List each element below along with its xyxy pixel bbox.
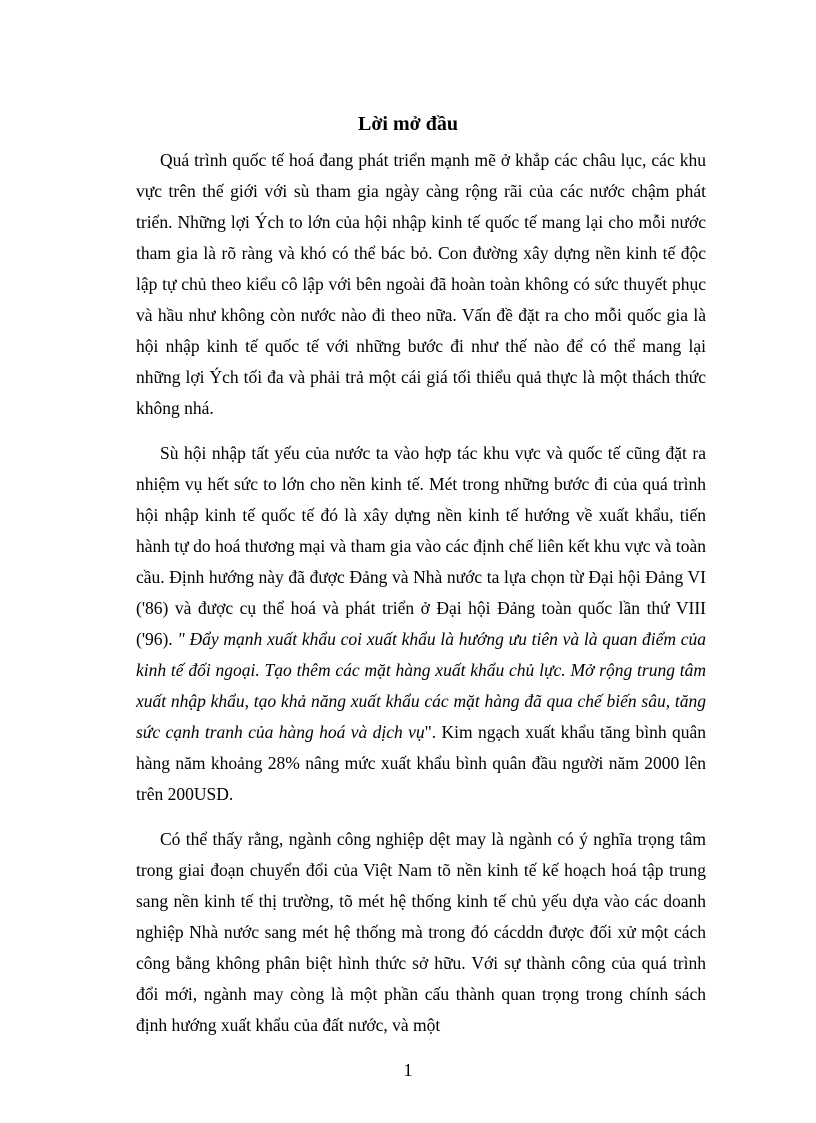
paragraph-integration-tail: ". Kim ngạch xuất khẩu tăng bình quân hàng năm khoảng 28% nâng mức xuất khẩu bình quân đầu người năm 2000 lên trên 200USD. — [136, 722, 706, 804]
paragraph-integration-text: Sù hội nhập tất yếu của nước ta vào hợp tác khu vực và quốc tế cũng đặt ra nhiệm vụ hết sức to lớn cho nền kinh tế. Mét trong những bước đi của quá trình hội nhập kinh tế quốc tế đó là xây dựng nền kinh tế hướng về xuất khẩu, tiến hành tự do hoá thương mại và tham gia vào các định chế liên kết khu vực và toàn cầu. Định hướng này đã được Đảng và Nhà nước ta lựa chọn từ Đại hội Đảng VI ('86) và được cụ thể hoá và phát triển ở Đại hội Đảng toàn quốc lần thứ VIII ('96). — [136, 443, 706, 649]
paragraph-intro: Quá trình quốc tế hoá đang phát triển mạnh mẽ ở khắp các châu lục, các khu vực trên thế giới với sù tham gia ngày càng rộng rãi của các nước chậm phát triển. Những lợi Ých to lớn của hội nhập kinh tế quốc tế mang lại cho mỗi nước tham gia là rõ ràng và khó có thể bác bỏ. Con đường xây dựng nền kinh tế độc lập tự chủ theo kiểu cô lập với bên ngoài đã hoàn toàn không có sức thuyết phục và hầu như không còn nước nào đi theo nữa. Vấn đề đặt ra cho mỗi quốc gia là hội nhập kinh tế quốc tế với những bước đi như thế nào để có thể mang lại những lợi Ých tối đa và phải trả một cái giá tối thiểu quả thực là một thách thức không nhá. — [136, 150, 706, 418]
body-text — [136, 145, 706, 1055]
paragraph-textile: Có thể thấy rằng, ngành công nghiệp dệt may là ngành có ý nghĩa trọng tâm trong giai đoạn chuyển đổi của Việt Nam tõ nền kinh tế kế hoạch hoá tập trung sang nền kinh tế thị trường, tõ mét hệ thống kinh tế chủ yếu dựa vào các doanh nghiệp Nhà nước sang mét hệ thống mà trong đó cácddn được đối xử một cách công bằng không phân biệt hình thức sở hữu. Với sự thành công của quá trình đổi mới, ngành may còng là một phần cấu thành quan trọng trong chính sách định hướng xuất khẩu của đất nước, và một — [136, 829, 706, 1035]
page-title: Lời mở đầu — [358, 113, 458, 135]
page-number: 1 — [403, 1060, 413, 1080]
paragraph-integration — [136, 438, 706, 810]
paragraph-integration-quote: " Đẩy mạnh xuất khẩu coi xuất khẩu là hướng ưu tiên và là quan điểm của kinh tế đối ngoại. Tạo thêm các mặt hàng xuất khẩu chủ lực. Mở rộng trung tâm xuất nhập khẩu, tạo khả năng xuất khẩu các mặt hàng đã qua chế biến sâu, tăng sức cạnh tranh của hàng hoá và dịch vụ — [136, 629, 706, 742]
